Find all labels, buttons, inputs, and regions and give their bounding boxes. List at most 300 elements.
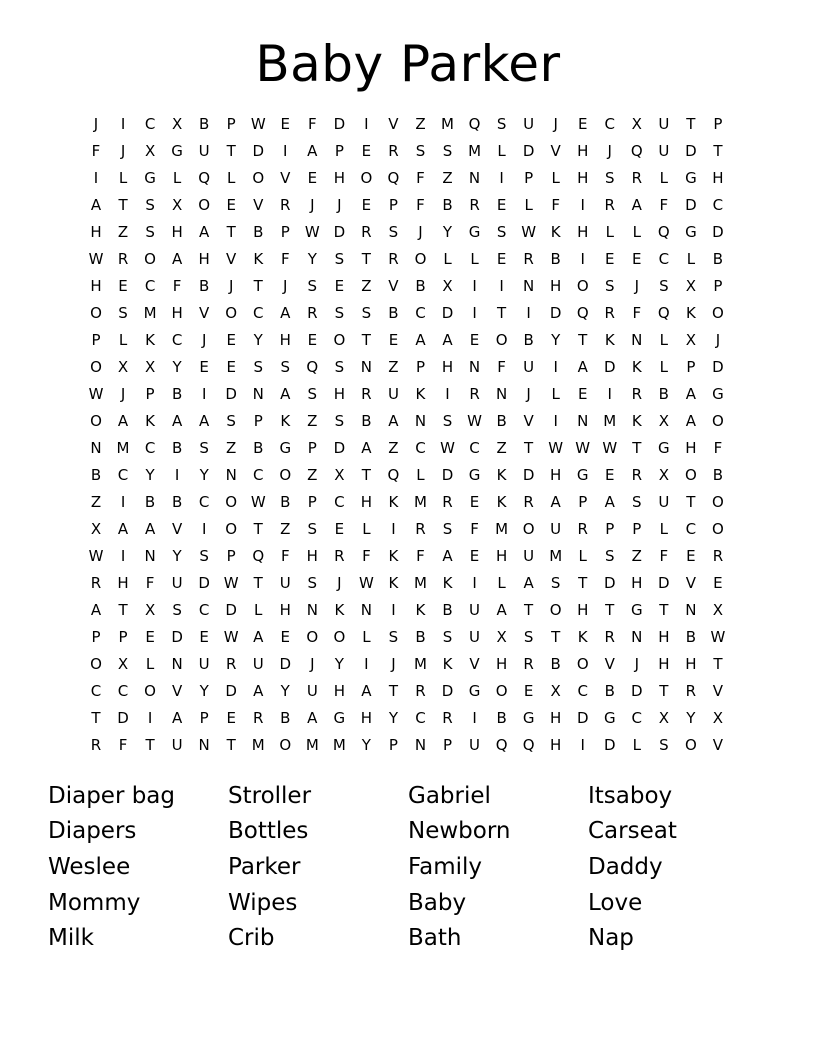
grid-letter: L — [659, 519, 668, 538]
grid-letter: X — [658, 465, 669, 484]
grid-letter: B — [171, 384, 183, 403]
grid-letter: L — [145, 654, 155, 673]
grid-letter: S — [388, 627, 399, 646]
grid-letter: P — [334, 141, 344, 160]
grid-letter: Q — [522, 735, 535, 754]
grid-letter: E — [496, 249, 507, 268]
grid-letter: D — [603, 357, 616, 376]
grid-letter: F — [362, 546, 371, 565]
grid-letter: D — [333, 114, 346, 133]
grid-letter: H — [495, 654, 508, 673]
grid-letter: H — [360, 708, 373, 727]
grid-letter: K — [334, 600, 345, 619]
grid-letter: O — [414, 249, 427, 268]
grid-letter: R — [117, 249, 129, 268]
grid-letter: V — [712, 735, 724, 754]
grid-letter: M — [305, 735, 319, 754]
grid-letter: B — [685, 627, 697, 646]
grid-letter: T — [361, 330, 371, 349]
grid-letter: V — [712, 681, 724, 700]
grid-letter: N — [523, 276, 535, 295]
grid-letter: B — [523, 330, 534, 349]
grid-letter: O — [576, 654, 589, 673]
grid-letter: R — [442, 492, 453, 511]
grid-letter: C — [198, 600, 210, 619]
grid-letter: X — [171, 114, 183, 133]
grid-letter: N — [144, 546, 156, 565]
grid-letter: K — [280, 411, 291, 430]
grid-letter: D — [225, 600, 237, 619]
grid-letter: T — [578, 573, 588, 592]
grid-letter: H — [360, 492, 373, 511]
grid-letter: Z — [226, 438, 237, 457]
grid-letter: P — [713, 276, 723, 295]
grid-letter: O — [712, 492, 724, 511]
word-list-item: Parker — [228, 854, 301, 880]
word-list-item: Mommy — [48, 890, 141, 916]
grid-letter: L — [470, 249, 479, 268]
grid-letter: Y — [686, 708, 696, 727]
grid-letter: D — [685, 195, 697, 214]
grid-letter: E — [361, 195, 372, 214]
grid-letter: T — [659, 681, 669, 700]
grid-letter: O — [684, 465, 697, 484]
grid-letter: X — [496, 627, 507, 646]
grid-letter: Q — [657, 303, 670, 322]
grid-letter: O — [90, 303, 102, 322]
grid-letter: Z — [361, 276, 372, 295]
grid-letter: F — [632, 303, 642, 322]
grid-letter: R — [685, 681, 697, 700]
grid-letter: P — [226, 546, 236, 565]
grid-letter: C — [117, 681, 129, 700]
grid-letter: J — [283, 276, 288, 295]
word-list-item: Newborn — [408, 818, 511, 844]
grid-letter: O — [333, 627, 346, 646]
grid-letter: Y — [334, 654, 344, 673]
grid-letter: Q — [657, 222, 670, 241]
grid-letter: T — [226, 222, 236, 241]
grid-letter: S — [388, 222, 399, 241]
grid-letter: N — [577, 411, 589, 430]
grid-letter: S — [172, 600, 182, 619]
grid-letter: S — [253, 357, 263, 376]
grid-letter: X — [712, 600, 724, 619]
grid-letter: O — [279, 465, 292, 484]
grid-letter: S — [226, 411, 236, 430]
grid-letter: D — [522, 141, 535, 160]
grid-letter: L — [227, 168, 236, 187]
grid-letter: N — [252, 384, 264, 403]
grid-letter: T — [388, 681, 399, 700]
grid-letter: T — [632, 438, 642, 457]
grid-letter: Y — [172, 546, 182, 565]
grid-letter: R — [225, 654, 237, 673]
grid-letter: C — [415, 303, 426, 322]
grid-letter: V — [550, 141, 561, 160]
grid-letter: L — [443, 249, 452, 268]
grid-letter: F — [659, 195, 669, 214]
grid-letter: X — [144, 600, 156, 619]
grid-letter: A — [117, 519, 129, 538]
grid-letter: U — [658, 141, 670, 160]
grid-letter: P — [199, 708, 209, 727]
grid-letter: S — [118, 303, 128, 322]
grid-letter: A — [90, 195, 102, 214]
word-list-item: Crib — [228, 925, 275, 951]
grid-letter: O — [333, 330, 346, 349]
grid-letter: H — [117, 573, 129, 592]
grid-letter: F — [118, 735, 128, 754]
grid-letter: O — [144, 681, 156, 700]
grid-letter: I — [391, 519, 396, 538]
grid-letter: R — [361, 222, 372, 241]
grid-letter: B — [442, 195, 453, 214]
grid-letter: O — [90, 357, 102, 376]
grid-letter: K — [550, 222, 561, 241]
grid-letter: H — [279, 600, 291, 619]
grid-letter: N — [225, 465, 237, 484]
grid-letter: D — [631, 681, 643, 700]
grid-letter: F — [172, 276, 182, 295]
grid-letter: K — [145, 411, 155, 430]
grid-letter: A — [442, 546, 453, 565]
grid-letter: E — [118, 276, 128, 295]
grid-letter: A — [307, 141, 318, 160]
grid-letter: P — [91, 330, 101, 349]
grid-letter: R — [631, 168, 643, 187]
grid-letter: D — [441, 303, 454, 322]
grid-letter: B — [253, 438, 264, 457]
grid-letter: S — [307, 276, 318, 295]
grid-letter: O — [495, 330, 508, 349]
grid-letter: S — [334, 303, 345, 322]
grid-letter: I — [472, 708, 477, 727]
grid-letter: S — [496, 222, 507, 241]
grid-letter: M — [143, 303, 157, 322]
grid-letter: E — [469, 330, 480, 349]
grid-letter: L — [524, 195, 533, 214]
grid-letter: D — [712, 222, 724, 241]
grid-letter: U — [279, 573, 291, 592]
grid-letter: G — [522, 708, 535, 727]
word-list-item: Diaper bag — [48, 783, 176, 809]
grid-letter: K — [496, 492, 507, 511]
grid-letter: M — [468, 141, 482, 160]
grid-letter: C — [334, 492, 345, 511]
grid-letter: U — [469, 600, 481, 619]
word-list-item: Itsaboy — [588, 783, 673, 809]
grid-letter: E — [307, 330, 318, 349]
grid-letter: U — [198, 654, 210, 673]
grid-letter: I — [445, 384, 450, 403]
grid-letter: H — [550, 276, 562, 295]
grid-letter: X — [334, 465, 345, 484]
word-list-item: Wipes — [228, 890, 298, 916]
grid-letter: Q — [495, 735, 508, 754]
grid-letter: O — [306, 627, 319, 646]
grid-letter: H — [550, 735, 562, 754]
grid-letter: H — [495, 546, 508, 565]
grid-letter: S — [280, 357, 291, 376]
grid-letter: Y — [388, 708, 399, 727]
grid-letter: F — [497, 357, 506, 376]
grid-letter: S — [659, 276, 669, 295]
grid-letter: S — [604, 168, 615, 187]
grid-letter: Z — [496, 438, 507, 457]
grid-letter: L — [118, 330, 128, 349]
grid-letter: N — [414, 411, 427, 430]
grid-letter: C — [658, 249, 670, 268]
word-list-item: Gabriel — [408, 783, 491, 809]
grid-letter: F — [307, 114, 317, 133]
grid-letter: L — [659, 168, 668, 187]
grid-letter: B — [144, 492, 156, 511]
grid-letter: L — [551, 168, 560, 187]
grid-letter: D — [603, 573, 616, 592]
grid-letter: I — [283, 141, 288, 160]
grid-letter: W — [250, 492, 266, 511]
grid-letter: H — [441, 357, 454, 376]
grid-letter: B — [199, 114, 210, 133]
grid-letter: R — [631, 465, 643, 484]
grid-letter: E — [226, 708, 236, 727]
grid-letter: A — [253, 681, 264, 700]
grid-letter: R — [523, 492, 534, 511]
grid-letter: S — [442, 411, 453, 430]
grid-letter: S — [334, 411, 345, 430]
grid-letter: G — [630, 600, 643, 619]
grid-letter: A — [523, 573, 534, 592]
grid-letter: U — [171, 735, 183, 754]
grid-letter: S — [496, 114, 507, 133]
grid-letter: Q — [630, 141, 643, 160]
grid-letter: V — [685, 573, 696, 592]
grid-letter: F — [416, 195, 425, 214]
grid-letter: I — [580, 249, 585, 268]
grid-letter: J — [310, 654, 315, 673]
grid-letter: S — [632, 492, 642, 511]
grid-letter: R — [442, 708, 453, 727]
grid-letter: R — [523, 249, 534, 268]
grid-letter: B — [280, 492, 291, 511]
grid-letter: O — [90, 411, 102, 430]
grid-letter: L — [497, 573, 506, 592]
grid-letter: T — [578, 330, 588, 349]
grid-letter: B — [253, 222, 264, 241]
grid-letter: W — [358, 573, 374, 592]
grid-letter: M — [413, 492, 427, 511]
grid-letter: F — [416, 546, 425, 565]
grid-letter: O — [522, 519, 535, 538]
grid-letter: P — [605, 519, 615, 538]
grid-letter: N — [306, 600, 318, 619]
grid-letter: I — [391, 600, 396, 619]
grid-letter: E — [226, 330, 236, 349]
grid-letter: W — [548, 438, 564, 457]
grid-letter: O — [495, 681, 508, 700]
grid-letter: L — [497, 141, 506, 160]
grid-letter: H — [712, 168, 724, 187]
grid-letter: L — [632, 735, 641, 754]
grid-letter: C — [415, 438, 426, 457]
grid-letter: H — [685, 438, 697, 457]
grid-letter: O — [576, 276, 589, 295]
grid-letter: T — [361, 249, 371, 268]
grid-letter: W — [304, 222, 320, 241]
grid-letter: G — [685, 222, 697, 241]
grid-letter: V — [388, 276, 399, 295]
grid-letter: C — [631, 708, 643, 727]
grid-letter: H — [685, 654, 697, 673]
grid-letter: K — [604, 330, 615, 349]
word-list-item: Milk — [48, 925, 94, 951]
grid-letter: F — [145, 573, 155, 592]
grid-letter: E — [226, 357, 236, 376]
grid-letter: N — [495, 384, 508, 403]
grid-letter: X — [171, 195, 183, 214]
grid-letter: K — [577, 627, 588, 646]
grid-letter: Q — [306, 357, 319, 376]
grid-letter: J — [310, 195, 315, 214]
grid-letter: C — [469, 438, 480, 457]
grid-letter: V — [171, 681, 183, 700]
grid-letter: Z — [388, 438, 399, 457]
grid-letter: T — [497, 303, 507, 322]
grid-letter: G — [333, 708, 346, 727]
grid-letter: G — [468, 222, 481, 241]
grid-letter: D — [685, 141, 697, 160]
grid-letter: B — [199, 276, 210, 295]
grid-letter: Y — [361, 735, 371, 754]
grid-letter: L — [416, 465, 425, 484]
grid-letter: H — [333, 168, 345, 187]
grid-letter: K — [496, 465, 507, 484]
grid-letter: V — [388, 114, 399, 133]
grid-letter: F — [416, 168, 425, 187]
grid-letter: H — [550, 708, 562, 727]
grid-letter: L — [551, 384, 560, 403]
grid-letter: R — [90, 573, 102, 592]
grid-letter: O — [225, 492, 238, 511]
grid-letter: N — [360, 600, 372, 619]
grid-letter: A — [496, 600, 507, 619]
grid-letter: H — [333, 681, 345, 700]
grid-letter: E — [334, 276, 345, 295]
grid-letter: T — [551, 627, 561, 646]
grid-letter: H — [279, 330, 291, 349]
grid-letter: A — [280, 384, 291, 403]
grid-letter: X — [685, 330, 697, 349]
grid-letter: D — [549, 303, 562, 322]
grid-letter: O — [225, 519, 238, 538]
grid-letter: A — [117, 411, 129, 430]
grid-letter: A — [577, 357, 588, 376]
grid-letter: A — [550, 492, 561, 511]
grid-letter: C — [604, 114, 615, 133]
grid-letter: O — [712, 519, 724, 538]
grid-letter: E — [307, 168, 318, 187]
grid-letter: V — [171, 519, 183, 538]
grid-letter: R — [712, 546, 724, 565]
grid-letter: K — [388, 546, 399, 565]
grid-letter: X — [144, 357, 156, 376]
grid-letter: W — [467, 411, 482, 430]
grid-letter: L — [632, 222, 641, 241]
grid-letter: T — [253, 276, 263, 295]
grid-letter: P — [415, 357, 425, 376]
grid-letter: H — [658, 627, 670, 646]
grid-letter: C — [577, 681, 588, 700]
grid-letter: F — [280, 249, 290, 268]
grid-letter: U — [658, 114, 670, 133]
grid-letter: B — [388, 303, 399, 322]
grid-letter: B — [604, 681, 615, 700]
grid-letter: T — [253, 573, 263, 592]
grid-letter: H — [658, 654, 670, 673]
grid-letter: U — [469, 735, 481, 754]
grid-letter: Y — [199, 681, 209, 700]
grid-letter: J — [228, 276, 234, 295]
grid-letter: U — [523, 357, 535, 376]
grid-letter: I — [201, 519, 207, 538]
grid-letter: T — [226, 141, 236, 160]
grid-letter: L — [605, 222, 614, 241]
grid-letter: E — [226, 195, 236, 214]
grid-letter: N — [198, 735, 210, 754]
grid-letter: D — [658, 573, 670, 592]
grid-letter: P — [388, 735, 398, 754]
grid-letter: W — [88, 546, 104, 565]
grid-letter: Y — [551, 330, 561, 349]
grid-letter: D — [117, 708, 129, 727]
grid-letter: P — [713, 114, 723, 133]
grid-letter: M — [549, 546, 563, 565]
grid-letter: P — [388, 195, 398, 214]
grid-letter: N — [468, 168, 481, 187]
grid-letter: E — [469, 492, 480, 511]
grid-letter: S — [361, 303, 372, 322]
grid-letter: A — [685, 384, 696, 403]
grid-letter: I — [120, 114, 126, 133]
grid-letter: Q — [468, 114, 481, 133]
grid-letter: O — [225, 303, 238, 322]
grid-letter: P — [118, 627, 128, 646]
grid-letter: I — [553, 357, 558, 376]
grid-letter: U — [469, 627, 481, 646]
grid-letter: P — [226, 114, 236, 133]
grid-letter: K — [415, 384, 426, 403]
grid-letter: K — [442, 573, 453, 592]
grid-letter: L — [118, 168, 128, 187]
grid-letter: Z — [442, 168, 453, 187]
grid-letter: A — [171, 708, 183, 727]
grid-letter: K — [685, 303, 696, 322]
grid-letter: B — [90, 465, 102, 484]
grid-letter: I — [472, 573, 477, 592]
word-list-item: Stroller — [228, 783, 312, 809]
grid-letter: C — [685, 519, 697, 538]
grid-letter: E — [605, 249, 615, 268]
grid-letter: B — [171, 438, 183, 457]
grid-letter: T — [118, 195, 128, 214]
grid-letter: L — [659, 357, 668, 376]
grid-letter: T — [361, 465, 371, 484]
grid-letter: E — [577, 384, 588, 403]
grid-letter: H — [90, 276, 102, 295]
grid-letter: H — [577, 141, 589, 160]
grid-letter: B — [171, 492, 183, 511]
